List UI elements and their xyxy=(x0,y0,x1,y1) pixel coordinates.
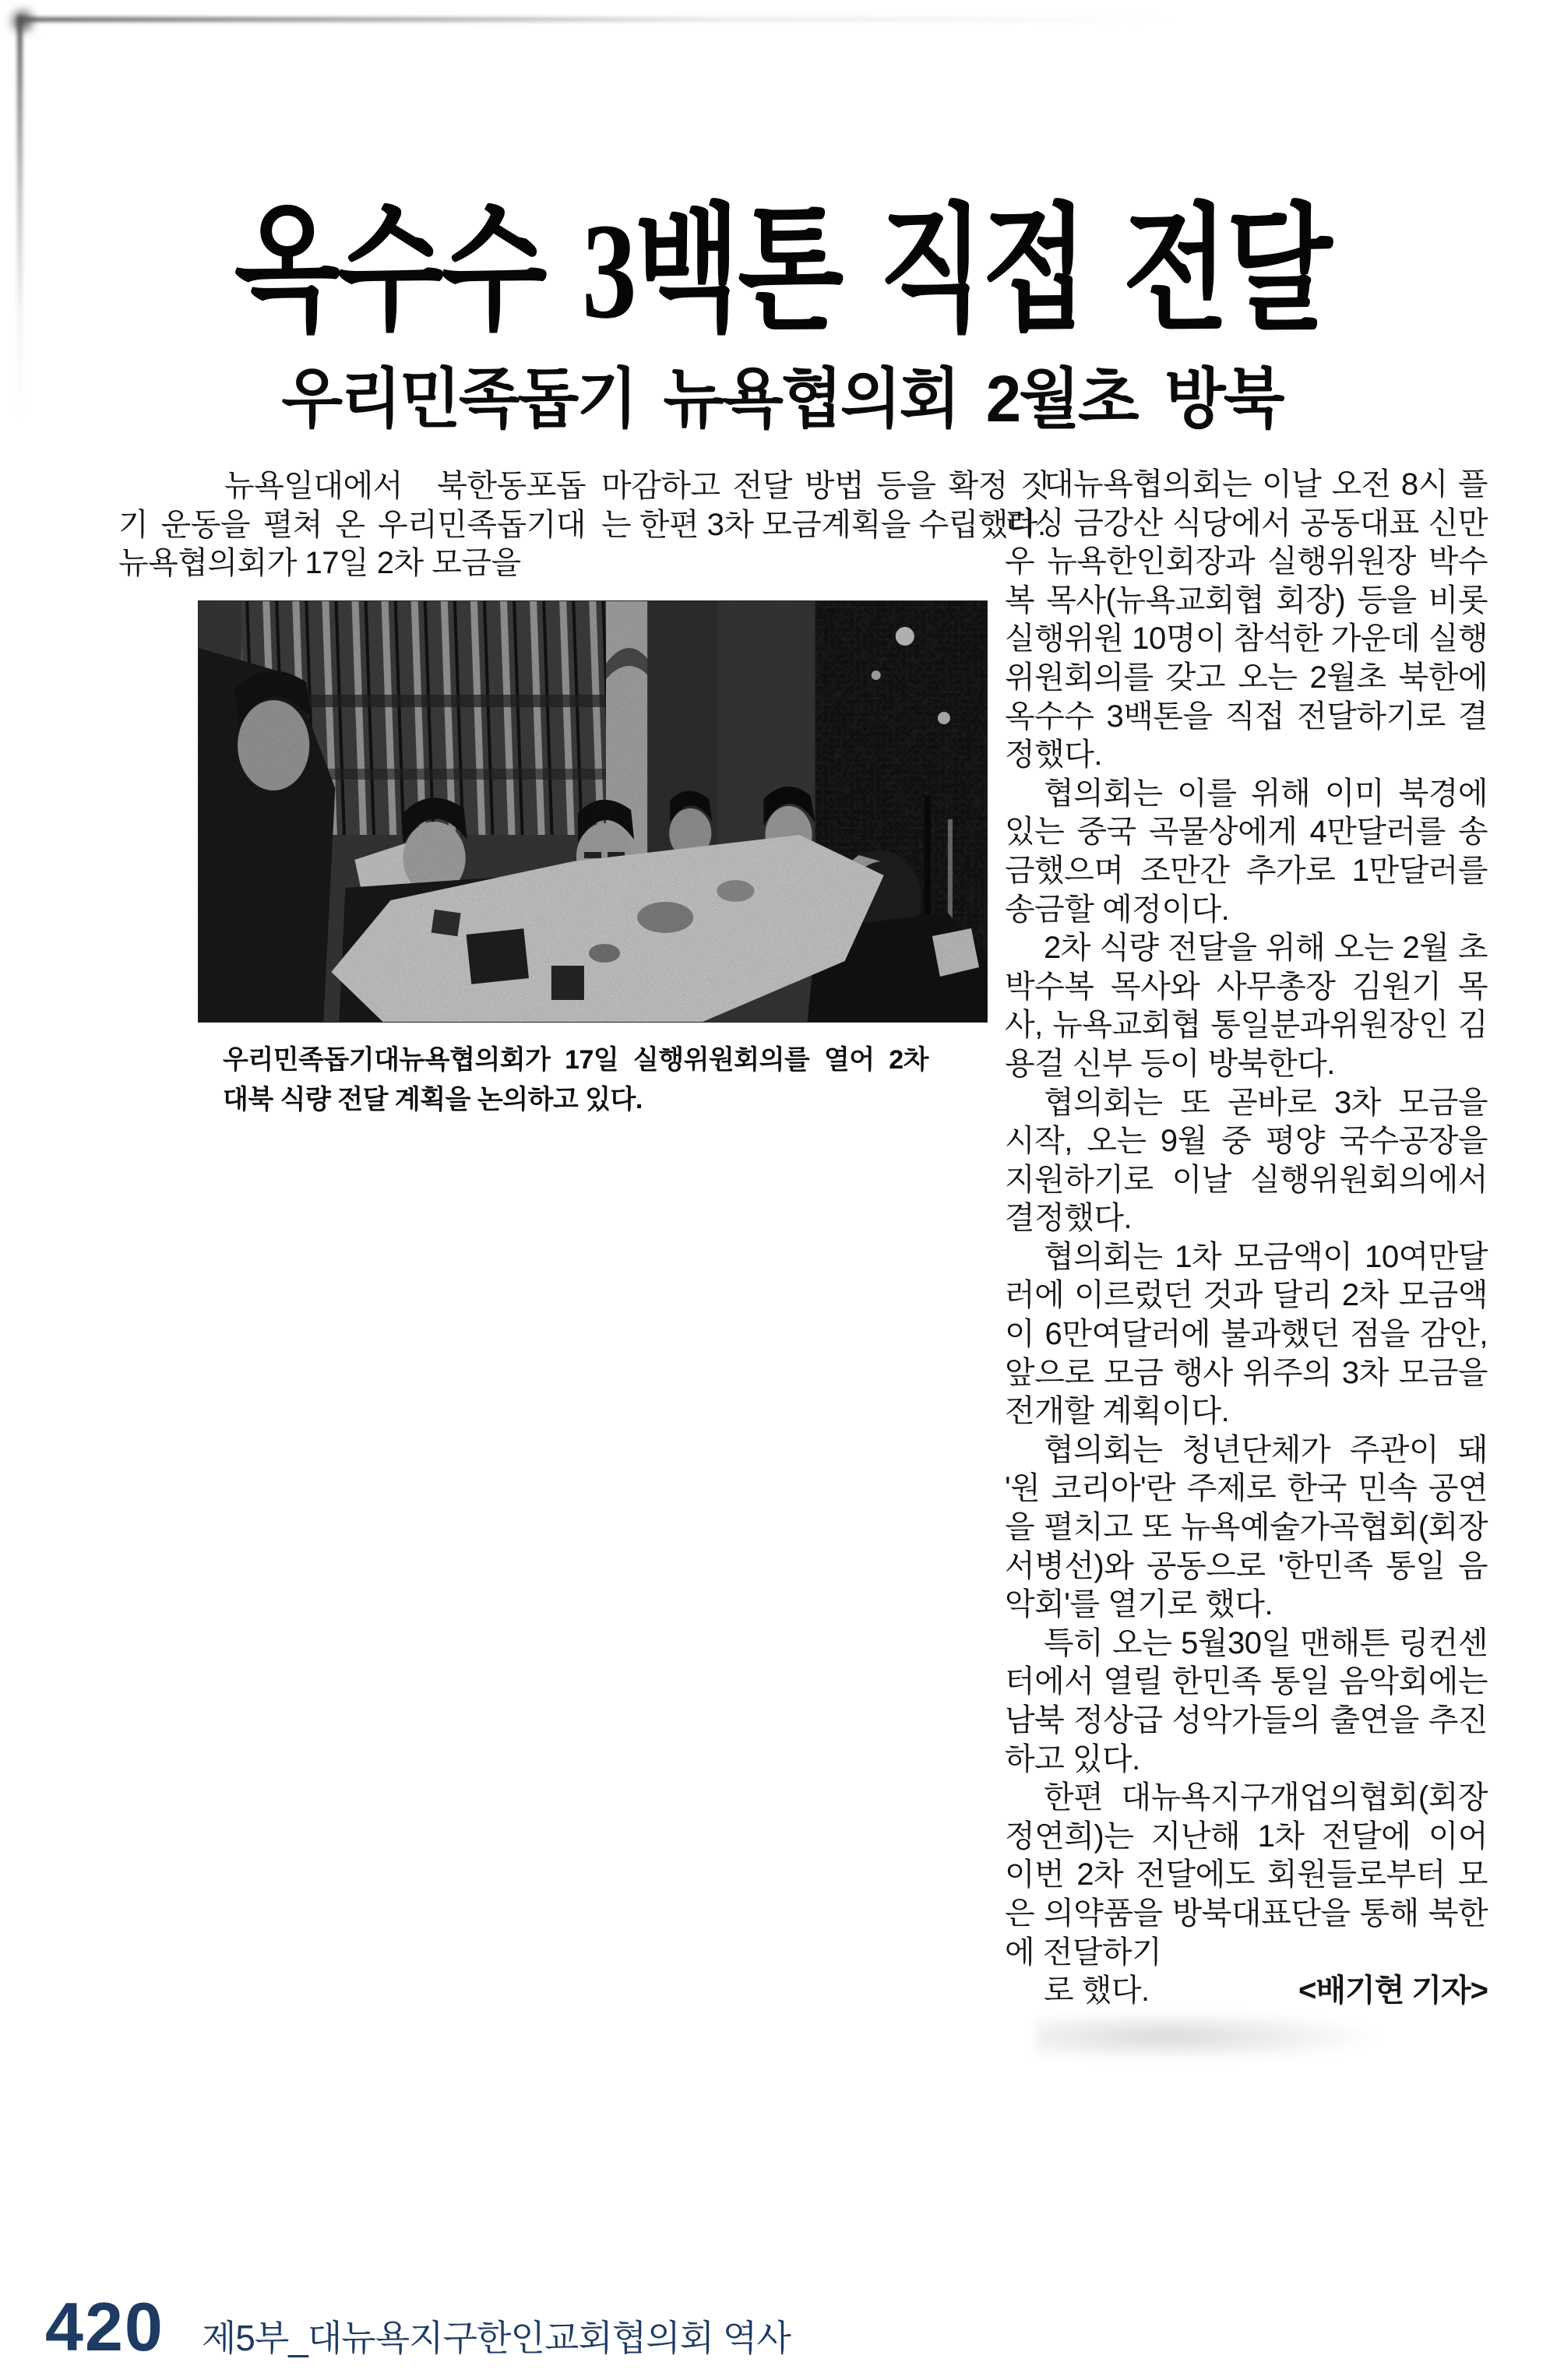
page-number: 420 xyxy=(45,2288,164,2365)
news-photo xyxy=(199,601,987,1022)
scan-smudge xyxy=(1036,2011,1379,2058)
lead-paragraph-part2: 마감하고 전달 방법 등을 확정 짓는 한편 3차 모금계획을 수립했다. xyxy=(601,469,1050,542)
lead-column-1 xyxy=(118,467,586,583)
section-title: 제5부_대뉴욕지구한인교회협의회 역사 xyxy=(201,2318,791,2358)
article-paragraph: 협의회는 또 곧바로 3차 모금을 시작, 오는 9월 중 평양 국수공장을 지원하기로 이날 실행위원회의에서 결정했다. xyxy=(1005,1085,1488,1236)
article-main-column xyxy=(1005,466,1488,2011)
article-paragraph: 협의회는 1차 모금액이 10여만달러에 이르렀던 것과 달리 2차 모금액이 6만여달러에 불과했던 점을 감안, 앞으로 모금 행사 위주의 3차 모금을 전개할 계획이다. xyxy=(1005,1239,1488,1429)
page-footer xyxy=(45,2288,791,2365)
closing-text: 로 했다. xyxy=(1044,1973,1150,2009)
photo-caption: 우리민족돕기대뉴욕협의회가 17일 실행위원회의를 열어 2차 대북 식량 전달 계획을 논의하고 있다. xyxy=(223,1045,928,1114)
article-paragraph: 대뉴욕협의회는 이날 오전 8시 플러싱 금강산 식당에서 공동대표 신만우 뉴욕한인회장과 실행위원장 박수복 목사(뉴욕교회협 회장) 등을 비롯 실행위원 10명이 참석한 가운데 실행위원회의를 갖고 오는 2월초 북한에 옥수수 3백톤을 직접 전달하기로 결정했다. xyxy=(1005,467,1488,773)
article-paragraph: 협의회는 청년단체가 주관이 돼 '원 코리아'란 주제로 한국 민속 공연을 펼치고 또 뉴욕예술가곡협회(회장 서병선)와 공동으로 '한민족 통일 음악회'를 열기로 했다. xyxy=(1005,1432,1488,1622)
closing-line xyxy=(1005,1972,1488,2011)
news-photo-illustration xyxy=(199,601,987,1022)
article-paragraph: 협의회는 이를 위해 이미 북경에 있는 중국 곡물상에게 4만달러를 송금했으며 조만간 추가로 1만달러를 송금할 예정이다. xyxy=(1005,776,1488,927)
scan-edge-top xyxy=(20,17,1173,22)
article-headline: 옥수수 3백톤 직접 전달 xyxy=(234,195,1330,347)
article-paragraph: 한편 대뉴욕지구개업의협회(회장 정연희)는 지난해 1차 전달에 이어 이번 2차 전달에도 회원들로부터 모은 의약품을 방북대표단을 통해 북한에 전달하기 xyxy=(1005,1780,1488,1970)
scan-edge-left xyxy=(17,16,23,421)
lead-paragraph-part1: 뉴욕일대에서 북한동포돕기 운동을 펼쳐 온 우리민족돕기대 뉴욕협의회가 17일 2차 모금을 xyxy=(118,469,586,581)
article-paragraph: 2차 식량 전달을 위해 오는 2월 초 박수복 목사와 사무총장 김원기 목사, 뉴욕교회협 통일분과위원장인 김용걸 신부 등이 방북한다. xyxy=(1005,931,1488,1081)
article-paragraph: 특히 오는 5월30일 맨해튼 링컨센터에서 열릴 한민족 통일 음악회에는 남북 정상급 성악가들의 출연을 추진하고 있다. xyxy=(1005,1625,1488,1776)
byline: <배기현 기자> xyxy=(1298,1973,1488,2009)
lead-column-2 xyxy=(601,467,1050,544)
article-subheadline: 우리민족돕기 뉴욕협의회 2월초 방북 xyxy=(281,362,1283,435)
